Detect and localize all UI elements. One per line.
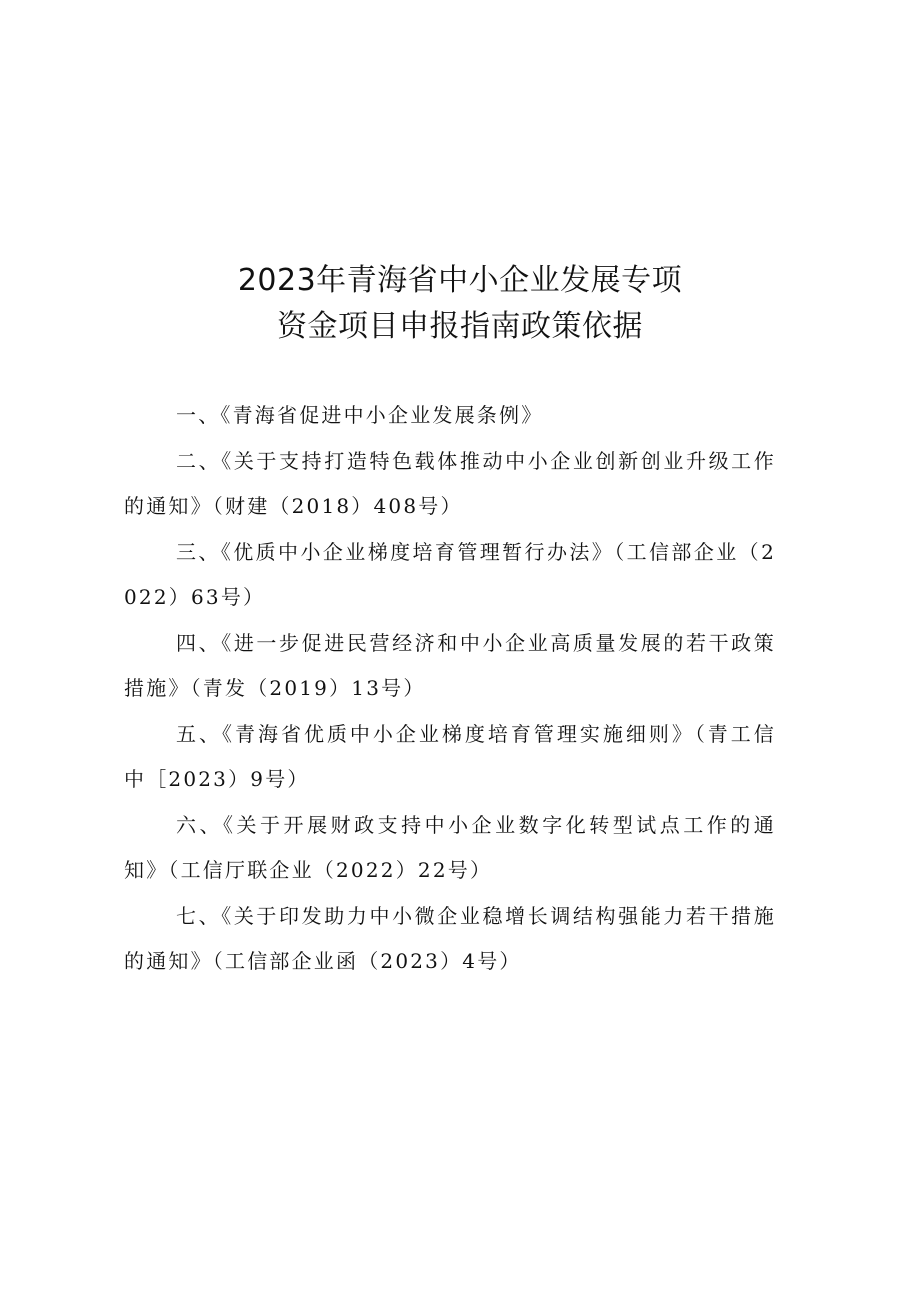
policy-item-2: 二、《关于支持打造特色载体推动中小企业创新创业升级工作的通知》（财建（2018）408号）	[124, 448, 776, 518]
policy-item-6: 六、《关于开展财政支持中小企业数字化转型试点工作的通知》（工信厅联企业（2022）22号）	[124, 812, 776, 882]
page-title	[120, 258, 800, 350]
policy-item-4: 四、《进一步促进民营经济和中小企业高质量发展的若干政策措施》（青发（2019）13号）	[124, 630, 776, 700]
policy-item-1: 一、《青海省促进中小企业发展条例》	[176, 403, 544, 427]
policy-item-7: 七、《关于印发助力中小微企业稳增长调结构强能力若干措施的通知》（工信部企业函（2023）4号）	[124, 903, 776, 973]
policy-item-3: 三、《优质中小企业梯度培育管理暂行办法》（工信部企业（2022）63号）	[124, 539, 776, 609]
policy-basis-list	[124, 393, 776, 985]
title-line-1: 2023年青海省中小企业发展专项	[237, 263, 683, 298]
policy-item-5: 五、《青海省优质中小企业梯度培育管理实施细则》（青工信中［2023）9号）	[124, 721, 776, 791]
title-line-2: 资金项目申报指南政策依据	[277, 309, 643, 344]
